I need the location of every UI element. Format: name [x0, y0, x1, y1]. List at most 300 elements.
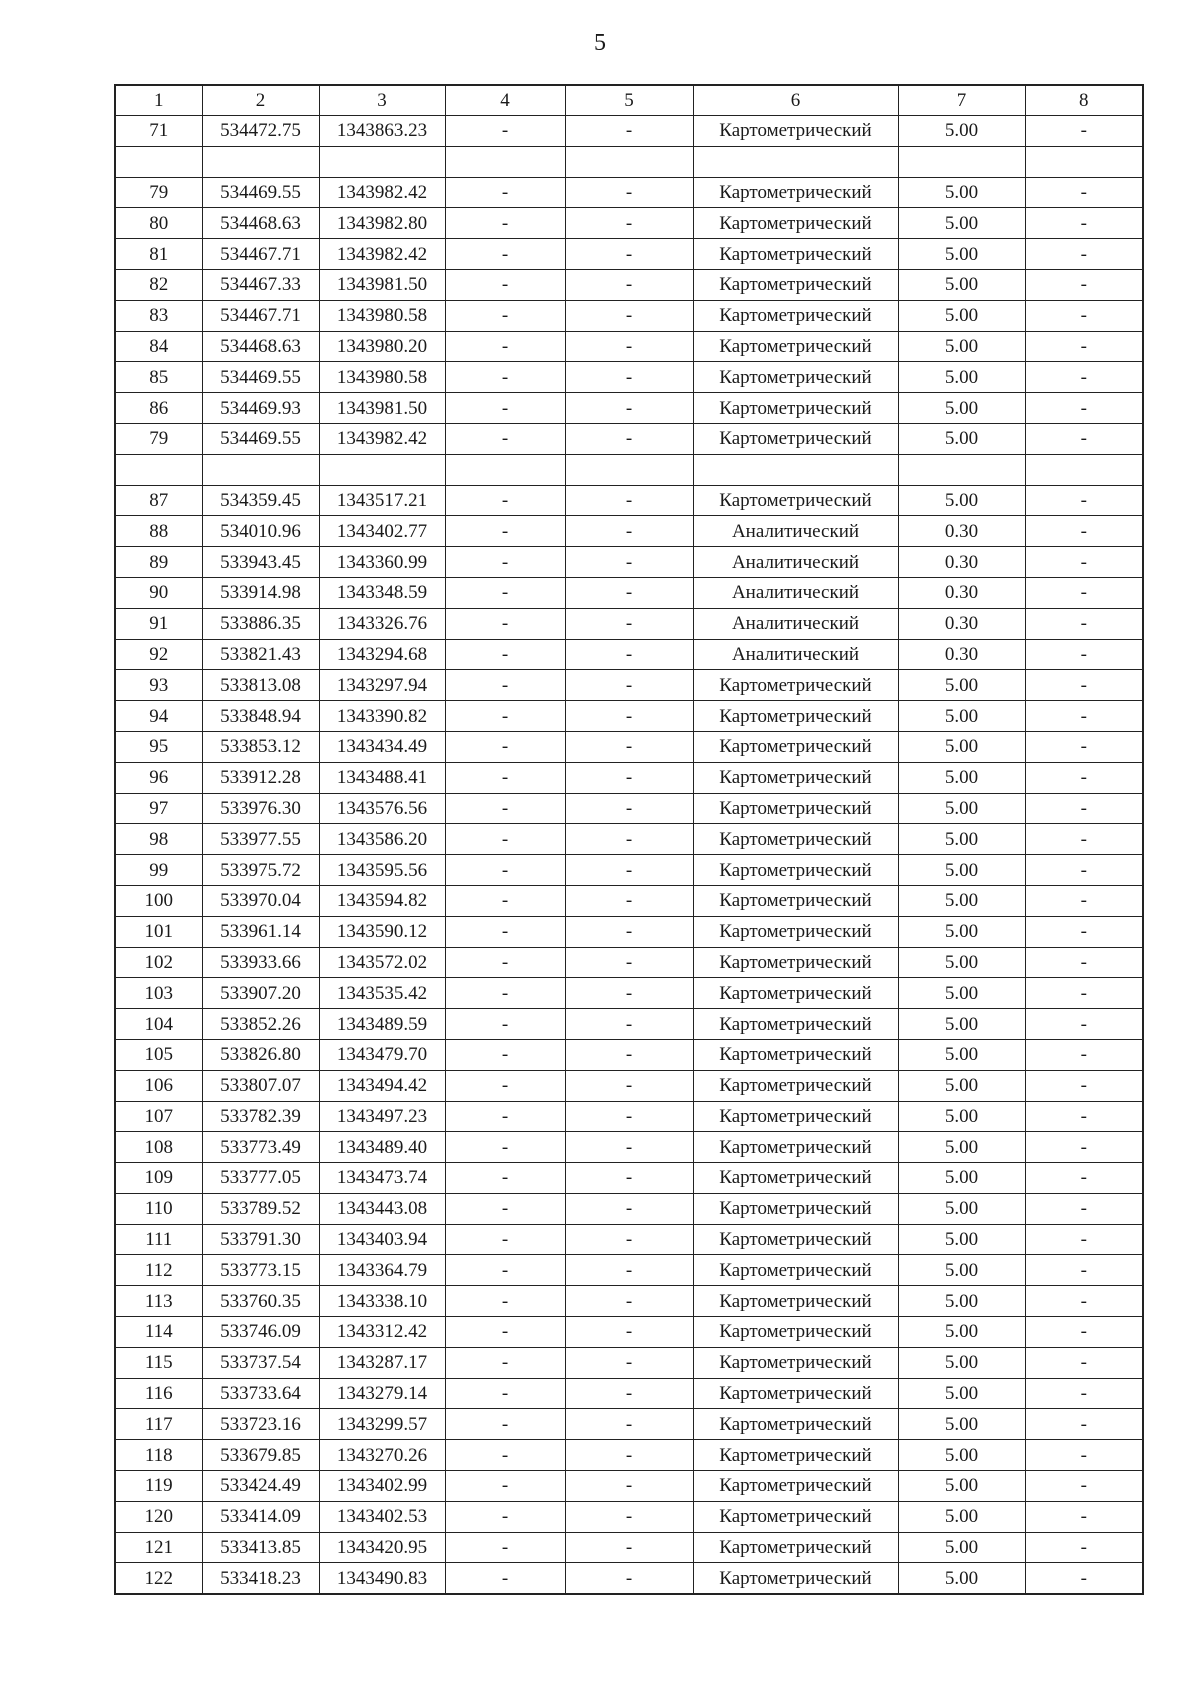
column-5-cell: [565, 454, 693, 485]
method-cell: Картометрический: [693, 793, 898, 824]
table-row: [115, 1224, 1143, 1255]
column-4-cell: [445, 454, 565, 485]
y-coordinate-cell: 1343863.23: [319, 116, 445, 147]
column-8-cell: -: [1025, 1347, 1143, 1378]
table-row: [115, 1286, 1143, 1317]
column-5-cell: -: [565, 1193, 693, 1224]
column-4-cell: -: [445, 177, 565, 208]
column-8-cell: -: [1025, 300, 1143, 331]
column-8-cell: -: [1025, 1563, 1143, 1594]
table-separator-row: [115, 454, 1143, 485]
x-coordinate-cell: 533821.43: [202, 639, 319, 670]
column-8-cell: -: [1025, 239, 1143, 270]
accuracy-cell: 5.00: [898, 239, 1025, 270]
method-cell: Картометрический: [693, 1286, 898, 1317]
method-cell: Картометрический: [693, 978, 898, 1009]
accuracy-cell: 0.30: [898, 639, 1025, 670]
method-cell: Картометрический: [693, 1409, 898, 1440]
column-8-cell: -: [1025, 1501, 1143, 1532]
column-8-cell: -: [1025, 116, 1143, 147]
y-coordinate-cell: 1343595.56: [319, 855, 445, 886]
table-row: [115, 701, 1143, 732]
method-cell: [693, 146, 898, 177]
method-cell: Картометрический: [693, 239, 898, 270]
column-8-cell: -: [1025, 1286, 1143, 1317]
column-5-cell: -: [565, 393, 693, 424]
column-4-cell: -: [445, 947, 565, 978]
y-coordinate-cell: 1343981.50: [319, 393, 445, 424]
table-row: [115, 1501, 1143, 1532]
x-coordinate-cell: 533826.80: [202, 1039, 319, 1070]
column-4-cell: -: [445, 885, 565, 916]
column-8-cell: -: [1025, 1224, 1143, 1255]
column-4-cell: -: [445, 208, 565, 239]
method-cell: Картометрический: [693, 1501, 898, 1532]
accuracy-cell: 5.00: [898, 1070, 1025, 1101]
point-number-cell: 86: [115, 393, 202, 424]
method-cell: Картометрический: [693, 1193, 898, 1224]
column-8-cell: -: [1025, 762, 1143, 793]
point-number-cell: 95: [115, 731, 202, 762]
column-5-cell: -: [565, 1471, 693, 1502]
y-coordinate-cell: 1343420.95: [319, 1532, 445, 1563]
accuracy-cell: 5.00: [898, 331, 1025, 362]
column-8-cell: -: [1025, 1070, 1143, 1101]
column-8-cell: -: [1025, 269, 1143, 300]
y-coordinate-cell: 1343982.42: [319, 423, 445, 454]
column-4-cell: -: [445, 670, 565, 701]
column-4-cell: -: [445, 1132, 565, 1163]
column-4-cell: -: [445, 731, 565, 762]
point-number-cell: 97: [115, 793, 202, 824]
column-5-cell: -: [565, 1409, 693, 1440]
method-cell: Картометрический: [693, 269, 898, 300]
accuracy-cell: 0.30: [898, 547, 1025, 578]
accuracy-cell: 5.00: [898, 1440, 1025, 1471]
accuracy-cell: 5.00: [898, 1193, 1025, 1224]
table-header-row: [115, 85, 1143, 116]
column-4-cell: -: [445, 916, 565, 947]
column-4-cell: -: [445, 423, 565, 454]
column-4-cell: -: [445, 855, 565, 886]
accuracy-cell: 5.00: [898, 1101, 1025, 1132]
x-coordinate-cell: 533961.14: [202, 916, 319, 947]
table-row: [115, 331, 1143, 362]
y-coordinate-cell: 1343980.58: [319, 362, 445, 393]
y-coordinate-cell: 1343982.42: [319, 239, 445, 270]
y-coordinate-cell: 1343270.26: [319, 1440, 445, 1471]
table-row: [115, 516, 1143, 547]
x-coordinate-cell: 533777.05: [202, 1163, 319, 1194]
column-5-cell: -: [565, 1163, 693, 1194]
x-coordinate-cell: 533853.12: [202, 731, 319, 762]
y-coordinate-cell: 1343586.20: [319, 824, 445, 855]
x-coordinate-cell: [202, 454, 319, 485]
method-cell: Картометрический: [693, 731, 898, 762]
method-cell: Картометрический: [693, 1224, 898, 1255]
point-number-cell: 79: [115, 177, 202, 208]
point-number-cell: 94: [115, 701, 202, 732]
column-4-cell: -: [445, 269, 565, 300]
y-coordinate-cell: 1343488.41: [319, 762, 445, 793]
column-8-cell: -: [1025, 1255, 1143, 1286]
accuracy-cell: [898, 454, 1025, 485]
column-8-cell: -: [1025, 1009, 1143, 1040]
column-8-cell: [1025, 454, 1143, 485]
column-4-cell: -: [445, 485, 565, 516]
accuracy-cell: 5.00: [898, 1009, 1025, 1040]
table-row: [115, 577, 1143, 608]
table-row: [115, 1039, 1143, 1070]
method-cell: Аналитический: [693, 547, 898, 578]
x-coordinate-cell: 533976.30: [202, 793, 319, 824]
method-cell: Аналитический: [693, 608, 898, 639]
column-8-cell: -: [1025, 331, 1143, 362]
column-4-cell: -: [445, 331, 565, 362]
table-row: [115, 1347, 1143, 1378]
column-5-cell: -: [565, 855, 693, 886]
accuracy-cell: 5.00: [898, 1409, 1025, 1440]
column-8-cell: -: [1025, 362, 1143, 393]
column-8-cell: -: [1025, 916, 1143, 947]
column-8-cell: [1025, 146, 1143, 177]
x-coordinate-cell: 533975.72: [202, 855, 319, 886]
x-coordinate-cell: 533424.49: [202, 1471, 319, 1502]
column-4-cell: -: [445, 608, 565, 639]
column-4-cell: -: [445, 1009, 565, 1040]
method-cell: Картометрический: [693, 1471, 898, 1502]
point-number-cell: 91: [115, 608, 202, 639]
x-coordinate-cell: 534467.71: [202, 239, 319, 270]
accuracy-cell: 5.00: [898, 701, 1025, 732]
column-8-cell: -: [1025, 423, 1143, 454]
point-number-cell: 122: [115, 1563, 202, 1594]
accuracy-cell: 5.00: [898, 177, 1025, 208]
column-8-cell: -: [1025, 1471, 1143, 1502]
accuracy-cell: 5.00: [898, 855, 1025, 886]
column-4-cell: -: [445, 1378, 565, 1409]
y-coordinate-cell: 1343473.74: [319, 1163, 445, 1194]
column-4-cell: -: [445, 978, 565, 1009]
point-number-cell: 103: [115, 978, 202, 1009]
method-cell: Картометрический: [693, 1563, 898, 1594]
method-cell: Картометрический: [693, 670, 898, 701]
point-number-cell: 114: [115, 1317, 202, 1348]
table-row: [115, 1009, 1143, 1040]
point-number-cell: 93: [115, 670, 202, 701]
x-coordinate-cell: 533813.08: [202, 670, 319, 701]
table-row: [115, 547, 1143, 578]
y-coordinate-cell: 1343489.40: [319, 1132, 445, 1163]
table-row: [115, 1440, 1143, 1471]
column-4-cell: -: [445, 577, 565, 608]
x-coordinate-cell: 533912.28: [202, 762, 319, 793]
accuracy-cell: 5.00: [898, 1163, 1025, 1194]
x-coordinate-cell: 534468.63: [202, 208, 319, 239]
y-coordinate-cell: 1343348.59: [319, 577, 445, 608]
column-4-cell: -: [445, 516, 565, 547]
table-row: [115, 731, 1143, 762]
x-coordinate-cell: 533782.39: [202, 1101, 319, 1132]
point-number-cell: 82: [115, 269, 202, 300]
column-4-cell: -: [445, 1193, 565, 1224]
column-5-cell: -: [565, 978, 693, 1009]
column-4-cell: [445, 146, 565, 177]
table-row: [115, 762, 1143, 793]
accuracy-cell: 5.00: [898, 1286, 1025, 1317]
column-4-cell: -: [445, 701, 565, 732]
accuracy-cell: 5.00: [898, 1532, 1025, 1563]
table-body: [115, 85, 1143, 1594]
x-coordinate-cell: 534469.55: [202, 423, 319, 454]
x-coordinate-cell: 533914.98: [202, 577, 319, 608]
column-5-cell: -: [565, 1101, 693, 1132]
table-row: [115, 978, 1143, 1009]
column-header: 8: [1025, 85, 1143, 116]
table-row: [115, 116, 1143, 147]
point-number-cell: 80: [115, 208, 202, 239]
column-4-cell: -: [445, 300, 565, 331]
column-8-cell: -: [1025, 1132, 1143, 1163]
method-cell: Аналитический: [693, 516, 898, 547]
point-number-cell: 89: [115, 547, 202, 578]
y-coordinate-cell: 1343490.83: [319, 1563, 445, 1594]
column-5-cell: -: [565, 1563, 693, 1594]
column-4-cell: -: [445, 1440, 565, 1471]
table-row: [115, 1132, 1143, 1163]
method-cell: Картометрический: [693, 1317, 898, 1348]
x-coordinate-cell: 533789.52: [202, 1193, 319, 1224]
column-8-cell: -: [1025, 731, 1143, 762]
y-coordinate-cell: 1343517.21: [319, 485, 445, 516]
method-cell: Картометрический: [693, 423, 898, 454]
accuracy-cell: 5.00: [898, 947, 1025, 978]
method-cell: Картометрический: [693, 208, 898, 239]
column-5-cell: -: [565, 362, 693, 393]
column-5-cell: -: [565, 239, 693, 270]
point-number-cell: 107: [115, 1101, 202, 1132]
table-row: [115, 269, 1143, 300]
table-separator-row: [115, 146, 1143, 177]
table-row: [115, 639, 1143, 670]
table-row: [115, 1409, 1143, 1440]
table-row: [115, 423, 1143, 454]
accuracy-cell: 5.00: [898, 1501, 1025, 1532]
y-coordinate-cell: 1343494.42: [319, 1070, 445, 1101]
table-row: [115, 485, 1143, 516]
y-coordinate-cell: 1343489.59: [319, 1009, 445, 1040]
y-coordinate-cell: 1343497.23: [319, 1101, 445, 1132]
x-coordinate-cell: 533746.09: [202, 1317, 319, 1348]
point-number-cell: 113: [115, 1286, 202, 1317]
point-number-cell: 71: [115, 116, 202, 147]
table-row: [115, 1532, 1143, 1563]
y-coordinate-cell: 1343299.57: [319, 1409, 445, 1440]
column-4-cell: -: [445, 239, 565, 270]
column-8-cell: -: [1025, 1440, 1143, 1471]
column-5-cell: -: [565, 731, 693, 762]
method-cell: Картометрический: [693, 1255, 898, 1286]
y-coordinate-cell: 1343403.94: [319, 1224, 445, 1255]
column-8-cell: -: [1025, 824, 1143, 855]
column-4-cell: -: [445, 362, 565, 393]
column-8-cell: -: [1025, 485, 1143, 516]
column-8-cell: -: [1025, 947, 1143, 978]
y-coordinate-cell: 1343402.99: [319, 1471, 445, 1502]
method-cell: Картометрический: [693, 1378, 898, 1409]
method-cell: Картометрический: [693, 362, 898, 393]
y-coordinate-cell: 1343287.17: [319, 1347, 445, 1378]
point-number-cell: 100: [115, 885, 202, 916]
method-cell: Картометрический: [693, 1532, 898, 1563]
x-coordinate-cell: 533737.54: [202, 1347, 319, 1378]
x-coordinate-cell: 533977.55: [202, 824, 319, 855]
y-coordinate-cell: [319, 454, 445, 485]
column-4-cell: -: [445, 1101, 565, 1132]
table-row: [115, 300, 1143, 331]
accuracy-cell: 5.00: [898, 1317, 1025, 1348]
point-number-cell: 105: [115, 1039, 202, 1070]
x-coordinate-cell: 533907.20: [202, 978, 319, 1009]
y-coordinate-cell: 1343297.94: [319, 670, 445, 701]
column-8-cell: -: [1025, 1193, 1143, 1224]
accuracy-cell: 5.00: [898, 1224, 1025, 1255]
column-5-cell: -: [565, 1132, 693, 1163]
column-header: 2: [202, 85, 319, 116]
x-coordinate-cell: 534468.63: [202, 331, 319, 362]
column-4-cell: -: [445, 1039, 565, 1070]
accuracy-cell: 0.30: [898, 516, 1025, 547]
column-5-cell: -: [565, 208, 693, 239]
point-number-cell: 85: [115, 362, 202, 393]
accuracy-cell: 0.30: [898, 577, 1025, 608]
column-5-cell: -: [565, 1255, 693, 1286]
table-row: [115, 608, 1143, 639]
table-row: [115, 1255, 1143, 1286]
x-coordinate-cell: 534469.55: [202, 362, 319, 393]
point-number-cell: 81: [115, 239, 202, 270]
y-coordinate-cell: 1343402.77: [319, 516, 445, 547]
column-8-cell: -: [1025, 208, 1143, 239]
accuracy-cell: [898, 146, 1025, 177]
y-coordinate-cell: 1343590.12: [319, 916, 445, 947]
column-8-cell: -: [1025, 855, 1143, 886]
y-coordinate-cell: 1343572.02: [319, 947, 445, 978]
point-number-cell: 104: [115, 1009, 202, 1040]
column-4-cell: -: [445, 762, 565, 793]
accuracy-cell: 5.00: [898, 208, 1025, 239]
accuracy-cell: 5.00: [898, 1255, 1025, 1286]
x-coordinate-cell: 533773.49: [202, 1132, 319, 1163]
table-row: [115, 855, 1143, 886]
column-4-cell: -: [445, 1347, 565, 1378]
column-4-cell: -: [445, 639, 565, 670]
column-4-cell: -: [445, 824, 565, 855]
column-header: 1: [115, 85, 202, 116]
x-coordinate-cell: 533848.94: [202, 701, 319, 732]
point-number-cell: 116: [115, 1378, 202, 1409]
x-coordinate-cell: 534467.33: [202, 269, 319, 300]
point-number-cell: 111: [115, 1224, 202, 1255]
accuracy-cell: 5.00: [898, 1039, 1025, 1070]
y-coordinate-cell: 1343981.50: [319, 269, 445, 300]
column-4-cell: -: [445, 1317, 565, 1348]
y-coordinate-cell: 1343980.20: [319, 331, 445, 362]
x-coordinate-cell: 533943.45: [202, 547, 319, 578]
column-4-cell: -: [445, 1501, 565, 1532]
method-cell: Картометрический: [693, 116, 898, 147]
accuracy-cell: 5.00: [898, 731, 1025, 762]
column-4-cell: -: [445, 1409, 565, 1440]
column-5-cell: -: [565, 1070, 693, 1101]
table-row: [115, 824, 1143, 855]
x-coordinate-cell: 533418.23: [202, 1563, 319, 1594]
x-coordinate-cell: 533791.30: [202, 1224, 319, 1255]
column-8-cell: -: [1025, 639, 1143, 670]
column-5-cell: -: [565, 577, 693, 608]
accuracy-cell: 5.00: [898, 1347, 1025, 1378]
coordinates-table: [114, 84, 1144, 1595]
column-8-cell: -: [1025, 547, 1143, 578]
table-row: [115, 885, 1143, 916]
accuracy-cell: 5.00: [898, 762, 1025, 793]
method-cell: [693, 454, 898, 485]
method-cell: Картометрический: [693, 916, 898, 947]
column-5-cell: -: [565, 547, 693, 578]
accuracy-cell: 5.00: [898, 978, 1025, 1009]
table-row: [115, 670, 1143, 701]
method-cell: Картометрический: [693, 1132, 898, 1163]
point-number-cell: 109: [115, 1163, 202, 1194]
y-coordinate-cell: 1343294.68: [319, 639, 445, 670]
column-8-cell: -: [1025, 1317, 1143, 1348]
column-5-cell: -: [565, 1317, 693, 1348]
x-coordinate-cell: 534467.71: [202, 300, 319, 331]
method-cell: Картометрический: [693, 855, 898, 886]
method-cell: Картометрический: [693, 300, 898, 331]
column-4-cell: -: [445, 393, 565, 424]
table-row: [115, 1378, 1143, 1409]
method-cell: Картометрический: [693, 885, 898, 916]
column-header: 7: [898, 85, 1025, 116]
method-cell: Картометрический: [693, 1440, 898, 1471]
point-number-cell: 115: [115, 1347, 202, 1378]
point-number-cell: [115, 454, 202, 485]
point-number-cell: [115, 146, 202, 177]
column-5-cell: -: [565, 608, 693, 639]
x-coordinate-cell: 534010.96: [202, 516, 319, 547]
column-5-cell: -: [565, 639, 693, 670]
column-5-cell: -: [565, 1440, 693, 1471]
column-header: 5: [565, 85, 693, 116]
column-5-cell: -: [565, 485, 693, 516]
column-4-cell: -: [445, 547, 565, 578]
y-coordinate-cell: 1343479.70: [319, 1039, 445, 1070]
method-cell: Картометрический: [693, 824, 898, 855]
column-8-cell: -: [1025, 885, 1143, 916]
accuracy-cell: 5.00: [898, 1132, 1025, 1163]
column-8-cell: -: [1025, 393, 1143, 424]
column-header: 3: [319, 85, 445, 116]
y-coordinate-cell: 1343594.82: [319, 885, 445, 916]
point-number-cell: 121: [115, 1532, 202, 1563]
x-coordinate-cell: 533886.35: [202, 608, 319, 639]
column-8-cell: -: [1025, 1378, 1143, 1409]
column-5-cell: -: [565, 947, 693, 978]
column-5-cell: -: [565, 516, 693, 547]
point-number-cell: 79: [115, 423, 202, 454]
column-4-cell: -: [445, 1255, 565, 1286]
